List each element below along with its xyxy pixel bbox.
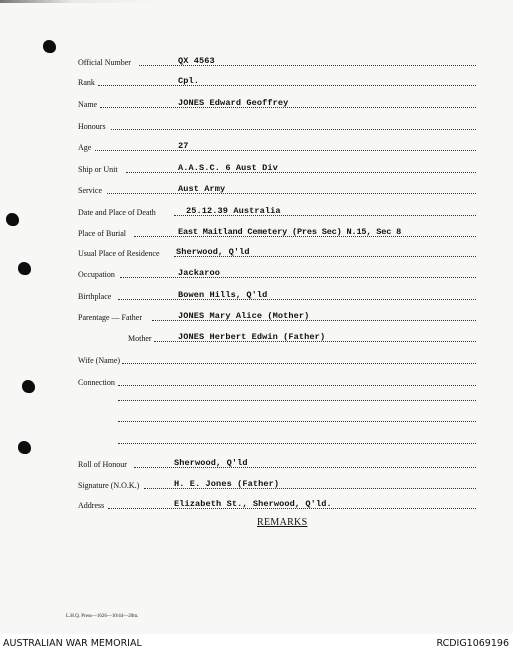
- field-label: Signature (N.O.K.): [78, 481, 140, 490]
- field-label: Official Number: [78, 58, 131, 67]
- field-value: A.A.S.C. 6 Aust Div: [178, 163, 278, 173]
- field-mother: [78, 329, 476, 343]
- footer-record-id: RCDIG1069196: [436, 638, 509, 649]
- field-ship-or-unit: [78, 160, 476, 174]
- field-honours: [78, 117, 476, 131]
- punch-hole-2: [6, 213, 19, 226]
- connection-line: [118, 421, 476, 422]
- field-value: JONES Edward Geoffrey: [178, 98, 289, 108]
- field-value: Jackaroo: [178, 268, 221, 278]
- field-value: H. E. Jones (Father): [174, 479, 280, 489]
- field-label: Age: [78, 143, 92, 152]
- field-label: Wife (Name): [78, 356, 121, 365]
- field-label: Mother: [128, 334, 152, 343]
- connection-line: [118, 400, 476, 401]
- field-date-place-death: [78, 203, 476, 217]
- field-label: Place of Burial: [78, 229, 126, 238]
- field-value: JONES Herbert Edwin (Father): [178, 332, 326, 342]
- field-parentage-father: [78, 308, 476, 322]
- field-value: 25.12.39 Australia: [186, 206, 281, 216]
- field-residence: [78, 244, 476, 258]
- field-label: Birthplace: [78, 292, 112, 301]
- field-label: Name: [78, 100, 98, 109]
- field-signature-nok: [78, 476, 476, 490]
- field-address: [78, 496, 476, 510]
- field-label: Ship or Unit: [78, 165, 118, 174]
- field-label: Honours: [78, 122, 106, 131]
- field-roll-of-honour: [78, 455, 476, 469]
- field-value: East Maitland Cemetery (Pres Sec) N.15, Sec 8: [178, 227, 402, 237]
- field-value: Bowen Hills, Q'ld: [178, 290, 268, 300]
- field-wife: [78, 351, 476, 365]
- printer-line: L.H.Q. Press—1626—10/44—20m.: [66, 614, 139, 619]
- field-label: Address: [78, 501, 105, 510]
- field-label: Service: [78, 186, 102, 195]
- connection-line: [118, 443, 476, 444]
- field-service: [78, 181, 476, 195]
- field-age: [78, 138, 476, 152]
- field-value: QX 4563: [178, 56, 215, 66]
- punch-hole-1: [43, 40, 56, 53]
- field-label: Connection: [78, 378, 115, 387]
- scan-edge: [0, 0, 513, 3]
- field-label: Roll of Honour: [78, 460, 127, 469]
- field-value: Cpl.: [178, 76, 200, 86]
- field-rank: [78, 73, 476, 87]
- punch-hole-3: [18, 262, 31, 275]
- field-label: Occupation: [78, 270, 115, 279]
- field-value: Elizabeth St., Sherwood, Q'ld.: [174, 499, 332, 509]
- field-place-of-burial: [78, 224, 476, 238]
- field-value: Aust Army: [178, 184, 226, 194]
- field-value: Sherwood, Q'ld: [174, 458, 248, 468]
- field-connection: [78, 373, 476, 387]
- field-label: Date and Place of Death: [78, 208, 156, 217]
- footer-institution: AUSTRALIAN WAR MEMORIAL: [3, 638, 142, 649]
- remarks-heading: REMARKS: [257, 517, 308, 528]
- field-label: Rank: [78, 78, 95, 87]
- field-official-number: [78, 53, 476, 67]
- field-value: 27: [178, 141, 189, 151]
- field-label: Parentage — Father: [78, 313, 142, 322]
- field-birthplace: [78, 287, 476, 301]
- field-value: Sherwood, Q'ld: [176, 247, 250, 257]
- punch-hole-4: [22, 380, 35, 393]
- punch-hole-5: [18, 441, 31, 454]
- field-name: [78, 95, 476, 109]
- field-occupation: [78, 265, 476, 279]
- field-value: JONES Mary Alice (Mother): [178, 311, 310, 321]
- field-label: Usual Place of Residence: [78, 249, 160, 258]
